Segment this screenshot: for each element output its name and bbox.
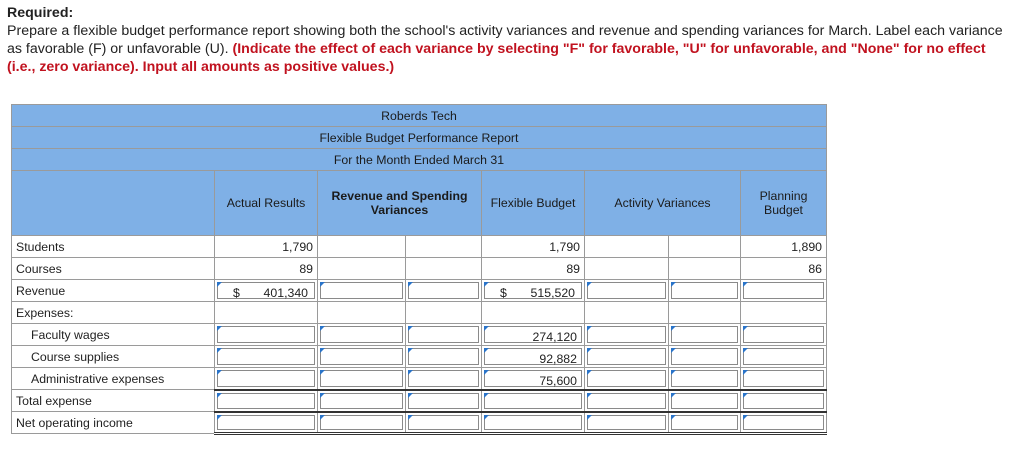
label-column-header: [12, 171, 215, 236]
required-text: Prepare a flexible budget performance report showing both the school's activity variances and revenue and spending variances for March. Label each variance as favorable (F) or unfavorable (U).: [7, 23, 1003, 57]
planning-revenue-input[interactable]: [741, 280, 827, 302]
noi-variance-amount-input[interactable]: [318, 412, 406, 434]
actual-students: 1,790: [215, 236, 318, 258]
planning-total-input[interactable]: [741, 390, 827, 412]
activity-faculty-amount-input[interactable]: [585, 324, 669, 346]
report-period: For the Month Ended March 31: [12, 149, 827, 171]
activity-supplies-amount-input[interactable]: [585, 346, 669, 368]
table-row: [12, 280, 827, 302]
actual-noi-input[interactable]: [215, 412, 318, 434]
admin-variance-amount-input[interactable]: [318, 368, 406, 390]
activity-supplies-fu-select[interactable]: [669, 346, 741, 368]
flexible-noi-input[interactable]: [482, 412, 585, 434]
required-instruction: (Indicate the effect of each variance by selecting "F" for favorable, "U" for unfavorable, and "None" for no effect (i.e., zero variance). Input all amounts as positive values.): [7, 41, 986, 75]
noi-variance-fu-select[interactable]: [406, 412, 482, 434]
activity-total-fu-select[interactable]: [669, 390, 741, 412]
row-label-supplies: Course supplies: [12, 346, 215, 368]
activity-revenue-fu-select[interactable]: [669, 280, 741, 302]
table-row: [12, 412, 827, 434]
row-label-total-expense: Total expense: [12, 390, 215, 412]
row-label-noi: Net operating income: [12, 412, 215, 434]
flexible-courses: 89: [482, 258, 585, 280]
flexible-faculty-input[interactable]: 274,120: [482, 324, 585, 346]
table-row: [12, 302, 827, 324]
flexible-budget-header: Flexible Budget: [482, 171, 585, 236]
activity-admin-amount-input[interactable]: [585, 368, 669, 390]
rev-spend-variances-header: Revenue and Spending Variances: [318, 171, 482, 236]
admin-variance-fu-select[interactable]: [406, 368, 482, 390]
flexible-revenue-input[interactable]: $ 515,520: [482, 280, 585, 302]
supplies-variance-fu-select[interactable]: [406, 346, 482, 368]
flexible-total-input[interactable]: [482, 390, 585, 412]
activity-variances-header: Activity Variances: [585, 171, 741, 236]
required-title: Required:: [7, 5, 74, 21]
total-variance-amount-input[interactable]: [318, 390, 406, 412]
activity-noi-fu-select[interactable]: [669, 412, 741, 434]
rev-variance-amount-input[interactable]: [318, 280, 406, 302]
actual-results-header: Actual Results: [215, 171, 318, 236]
activity-revenue-amount-input[interactable]: [585, 280, 669, 302]
actual-admin-input[interactable]: [215, 368, 318, 390]
row-label-revenue: Revenue: [12, 280, 215, 302]
planning-admin-input[interactable]: [741, 368, 827, 390]
flexible-supplies-input[interactable]: 92,882: [482, 346, 585, 368]
planning-faculty-input[interactable]: [741, 324, 827, 346]
flexible-admin-input[interactable]: 75,600: [482, 368, 585, 390]
faculty-variance-fu-select[interactable]: [406, 324, 482, 346]
table-row: [12, 258, 827, 280]
row-label-students: Students: [12, 236, 215, 258]
instructions-block: [7, 4, 1007, 76]
report-title: Flexible Budget Performance Report: [12, 127, 827, 149]
actual-total-input[interactable]: [215, 390, 318, 412]
faculty-variance-amount-input[interactable]: [318, 324, 406, 346]
activity-faculty-fu-select[interactable]: [669, 324, 741, 346]
actual-supplies-input[interactable]: [215, 346, 318, 368]
activity-admin-fu-select[interactable]: [669, 368, 741, 390]
company-name: Roberds Tech: [12, 105, 827, 127]
row-label-expenses: Expenses:: [12, 302, 215, 324]
rev-variance-fu-select[interactable]: [406, 280, 482, 302]
planning-noi-input[interactable]: [741, 412, 827, 434]
row-label-admin: Administrative expenses: [12, 368, 215, 390]
planning-students: 1,890: [741, 236, 827, 258]
flexible-students: 1,790: [482, 236, 585, 258]
planning-supplies-input[interactable]: [741, 346, 827, 368]
table-row: [12, 346, 827, 368]
row-label-courses: Courses: [12, 258, 215, 280]
supplies-variance-amount-input[interactable]: [318, 346, 406, 368]
row-label-faculty: Faculty wages: [12, 324, 215, 346]
table-row: [12, 324, 827, 346]
activity-total-amount-input[interactable]: [585, 390, 669, 412]
table-row: [12, 236, 827, 258]
planning-budget-header: Planning Budget: [741, 171, 827, 236]
planning-courses: 86: [741, 258, 827, 280]
performance-report-table: [11, 104, 827, 435]
actual-courses: 89: [215, 258, 318, 280]
table-row: [12, 390, 827, 412]
actual-faculty-input[interactable]: [215, 324, 318, 346]
actual-revenue-input[interactable]: $ 401,340: [215, 280, 318, 302]
table-row: [12, 368, 827, 390]
activity-noi-amount-input[interactable]: [585, 412, 669, 434]
total-variance-fu-select[interactable]: [406, 390, 482, 412]
